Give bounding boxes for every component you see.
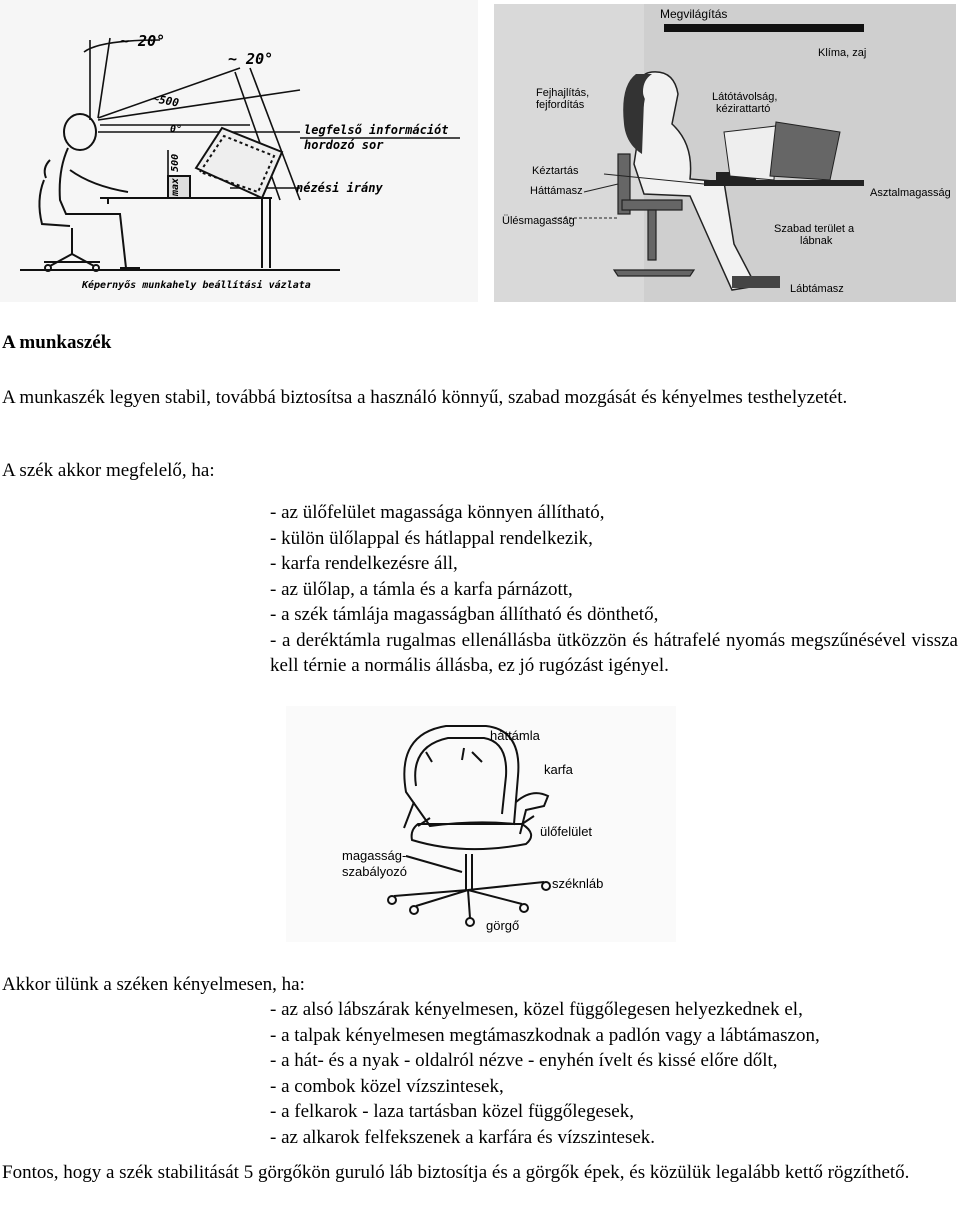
list-item: - karfa rendelkezésre áll, <box>270 553 458 574</box>
section-title: A munkaszék <box>2 332 112 353</box>
armrest-label: karfa <box>544 762 573 777</box>
wheel-label: görgő <box>486 918 520 933</box>
foot-rest-label: Lábtámasz <box>790 283 844 295</box>
height-adjuster-label: magasság- <box>342 848 407 863</box>
list-item: - külön ülőlappal és hátlappal rendelkezik, <box>270 527 593 549</box>
free-leg-area-label-2: lábnak <box>800 235 833 247</box>
hand-rest-label: Kéztartás <box>532 165 579 177</box>
comfort-list <box>270 997 958 1150</box>
ergonomic-workstation-svg <box>494 4 956 302</box>
lighting-label: Megvilágítás <box>660 7 728 21</box>
list-item: - a szék támlája magasságban állítható és dönthető, <box>270 604 659 625</box>
workstation-sketch-svg <box>0 0 478 302</box>
view-distance-label: Látótávolság, <box>712 91 778 103</box>
top-info-row-label-2: hordozó sor <box>304 138 384 152</box>
seat-height-label: Ülésmagasság <box>502 215 575 227</box>
list-item: - a felkarok - laza tartásban közel függőlegesek, <box>270 1101 634 1122</box>
head-tilt-label: Fejhajlítás, <box>536 87 590 99</box>
list-item: - az alsó lábszárak kényelmesen, közel függőlegesen helyezkednek el, <box>270 999 803 1020</box>
desk-height-label: Asztalmagasság <box>870 187 951 199</box>
free-leg-area-label: Szabad terület a <box>774 223 855 235</box>
height-adjuster-label-2: szabályozó <box>342 864 408 879</box>
distance-label: ~500 <box>151 92 180 110</box>
seat-label: ülőfelület <box>540 824 593 839</box>
view-distance-label-2: kézirattartó <box>716 103 771 115</box>
list-item: - a combok közel vízszintesek, <box>270 1075 504 1097</box>
intro-paragraph: A munkaszék legyen stabil, továbbá biztosítsa a használó könnyű, szabad mozgását és kényelmes testhelyzetét. <box>2 387 848 408</box>
angle-right-label: ~ 20° <box>228 50 274 68</box>
small-angle-label: 0° <box>170 124 183 135</box>
figure-caption: Képernyős munkahely beállítási vázlata <box>82 280 311 291</box>
comfort-lead: Akkor ülünk a széken kényelmesen, ha: <box>2 974 305 995</box>
ergonomic-workstation-figure <box>494 4 956 302</box>
gaze-direction-label: nézési irány <box>296 181 383 195</box>
list-item: - a deréktámla rugalmas ellenállásba ütközzön és hátrafelé nyomás megszűnésével vissza kell térnie a normális állásba, ez jó rugózást igényel. <box>270 629 958 676</box>
list-item: - az ülőlap, a támla és a karfa párnázott, <box>270 578 573 600</box>
base-label: széknláb <box>552 876 604 891</box>
climate-label: Klíma, zaj <box>818 47 867 59</box>
list-item: - a hát- és a nyak - oldalról nézve - enyhén ívelt és kissé előre dőlt, <box>270 1050 778 1071</box>
office-chair-figure <box>286 706 676 942</box>
list-item: - az ülőfelület magassága könnyen állítható, <box>270 502 605 523</box>
condition-lead: A szék akkor megfelelő, ha: <box>2 460 215 481</box>
angle-top-label: ~ 20° <box>120 32 166 50</box>
top-info-row-label: legfelső információt <box>304 123 449 137</box>
workstation-sketch-figure <box>0 0 478 302</box>
backrest-label: háttámla <box>490 728 540 743</box>
head-tilt-label-2: fejfordítás <box>536 99 585 111</box>
condition-list <box>270 500 958 679</box>
back-rest-label: Háttámasz <box>530 185 583 197</box>
list-item: - a talpak kényelmesen megtámaszkodnak a padlón vagy a lábtámaszon, <box>270 1024 820 1046</box>
office-chair-svg <box>286 706 676 942</box>
list-item: - az alkarok felfekszenek a karfára és vízszintesek. <box>270 1126 656 1148</box>
max-height-label: max 500 <box>170 153 181 196</box>
closing-paragraph: Fontos, hogy a szék stabilitását 5 görgőkön guruló láb biztosítja és a görgők épek, és közülük legalább kettő rögzíthető. <box>2 1162 910 1183</box>
